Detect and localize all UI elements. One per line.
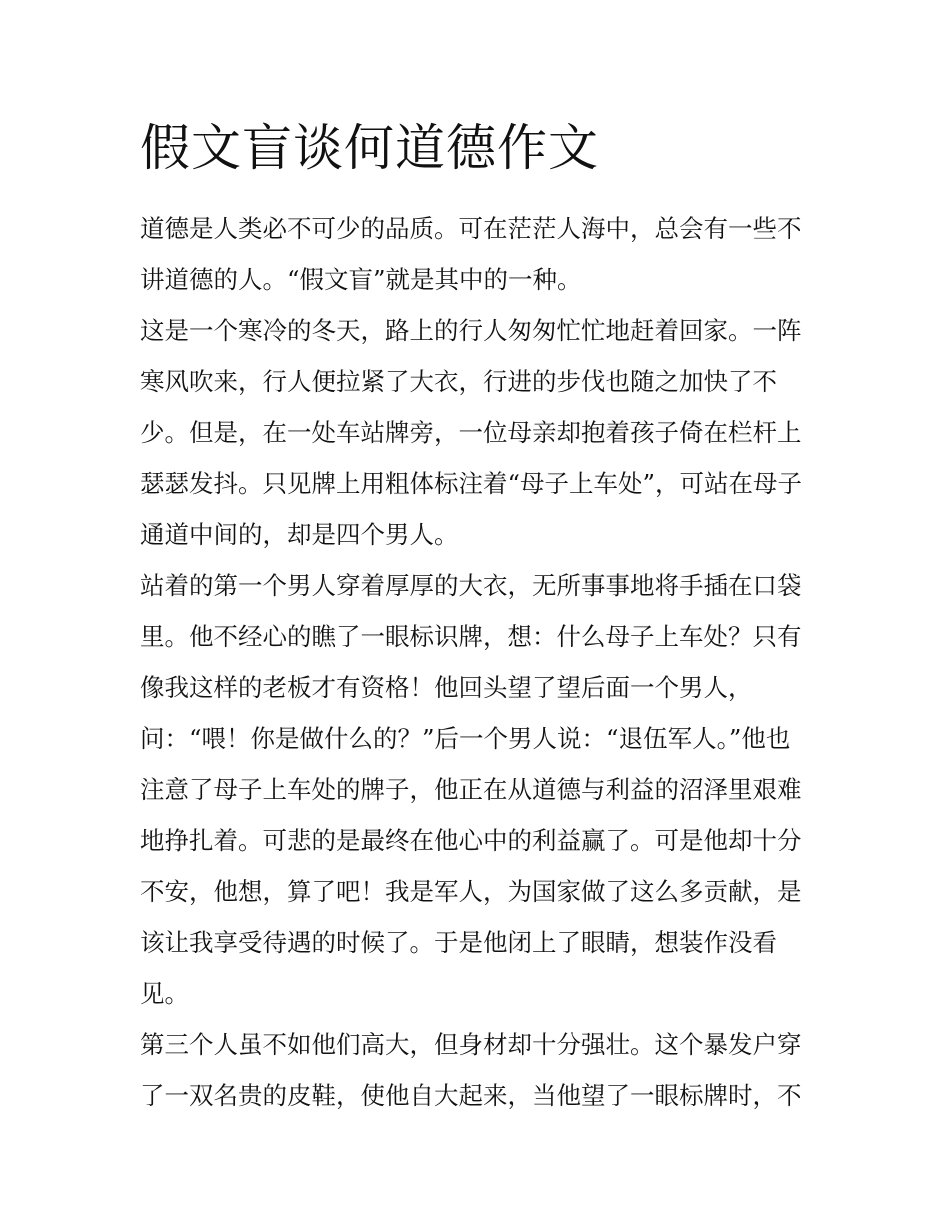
text-line: 问：“喂！你是做什么的？”后一个男人说：“退伍军人。”他也 [140,724,791,753]
text-line: 第三个人虽不如他们高大，但身材却十分强壮。这个暴发户穿 [140,1030,802,1059]
text-line: 寒风吹来，行人便拉紧了大衣，行进的步伐也随之加快了不 [140,367,777,396]
text-line: 瑟瑟发抖。只见牌上用粗体标注着“母子上车处”，可站在母子 [140,469,803,498]
text-line: 注意了母子上车处的牌子，他正在从道德与利益的沼泽里艰难 [140,775,802,804]
document-body [140,203,820,1121]
text-line: 里。他不经心的瞧了一眼标识牌，想：什么母子上车处？只有 [140,622,802,651]
document-page [140,118,820,1121]
text-line: 这是一个寒冷的冬天，路上的行人匆匆忙忙地赶着回家。一阵 [140,316,802,345]
document-title: 假文盲谈何道德作文 [140,119,599,177]
text-line: 少。但是，在一处车站牌旁，一位母亲却抱着孩子倚在栏杆上 [140,418,802,447]
text-line: 通道中间的，却是四个男人。 [140,520,459,549]
text-line: 不安，他想，算了吧！我是军人，为国家做了这么多贡献，是 [140,877,802,906]
text-line: 了一双名贵的皮鞋，使他自大起来，当他望了一眼标牌时，不 [140,1081,802,1110]
text-line: 像我这样的老板才有资格！他回头望了望后面一个男人， [140,673,753,702]
text-line: 地挣扎着。可悲的是最终在他心中的利益赢了。可是他却十分 [140,826,802,855]
text-line: 讲道德的人。“假文盲”就是其中的一种。 [140,265,582,294]
text-line: 道德是人类必不可少的品质。可在茫茫人海中，总会有一些不 [140,214,802,243]
text-line: 见。 [140,979,189,1008]
text-line: 站着的第一个男人穿着厚厚的大衣，无所事事地将手插在口袋 [140,571,802,600]
text-line: 该让我享受待遇的时候了。于是他闭上了眼睛，想装作没看 [140,928,777,957]
